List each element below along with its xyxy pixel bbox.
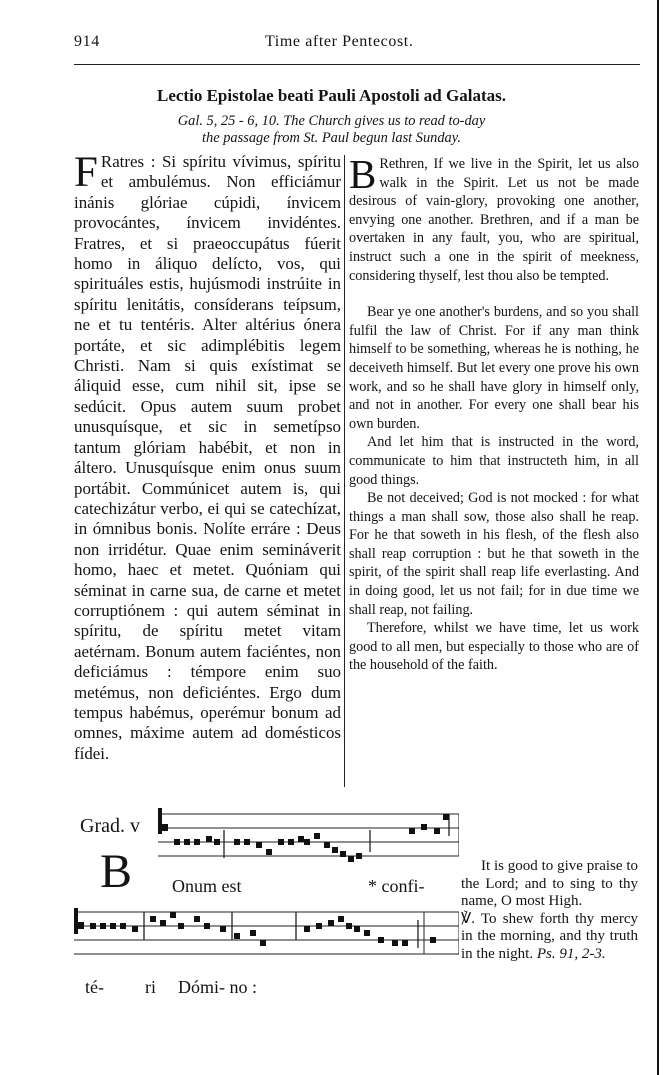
reading-title: Lectio Epistolae beati Pauli Apostoli ad Galatas. [157,86,506,105]
english-column [349,151,640,675]
gradual-label: Grad. v [80,815,140,837]
gradual-translation-verse [461,911,638,964]
chant-syllable-te: té- [85,977,104,997]
english-p1-text: let us also walk in the Spirit. Let us not be made desirous of vain-glory, provoking one another, envying one another. Brethren, and if a man be overtaken in any fault, you, who are spiritual, instruct such a one in the spirit of meekness, considering thyself, lest thou also be tempted. [349,156,640,284]
gradual-translation [461,858,638,964]
gradual-reference: Ps. 91, 2-3. [536,945,606,962]
chant-syllable-ri: ri [145,977,156,997]
latin-drop-cap: F [74,149,98,196]
reading-reference: Gal. 5, 25 - 6, 10. The Church gives us to read to-day [177,113,486,129]
english-drop-cap: B [349,151,377,197]
english-paragraph-2: Bear ye one another's burdens, and so you shall fulfil the law of Christ. For if any man think himself to be something, whereas he is nothing, he deceiveth himself. But let every one prove his own work, and so he shall have glory in himself only, and not in another. For every one shall bear his own burden. [349,304,639,432]
chant-syllable-onum-est: Onum est [172,876,242,896]
english-paragraph-5: Therefore, whilst we have time, let us work good to all men, but especially to those who are of the household of the faith. [349,620,639,674]
english-paragraph-4: Be not deceived; God is not mocked : for what things a man shall sow, those also shall he reap. For he that soweth in his flesh, of the flesh also shall reap corruption : but he that soweth in the spirit, of the spirit shall reap life everlasting. And in doing good, let us not fail; for in due time we shall reap, not failing. [349,490,639,618]
latin-text: spíritu et ambulémus. Non efficiámur inánis glóriae cúpidi, ínvicem provocántes, ínvicem invidéntes. Fratres, et si praeoccupátus fúerit homo in áliquo delícto, vos, qui spirituáles estis, hujúsmodi instrúite in spíritu lenitátis, consíderans teípsum, ne et tu tentéris. Alter altérius ónera portáte, et sic adimplébitis legem Christi. Nam si quis exístimat se áliquid esse, cum nihil sit, ipse se sedúcit. Opus autem suum probet unusquísque, et sic in semetípso tantum glóriam habébit, et non in áltero. Unusquísque enim onus suum portábit. Commúnicet autem is, qui catechizátur verbo, ei qui se catechízat, in ómnibus bonis. Nolíte erráre : Deus non irridétur. Quae enim semináverit homo, haec et metet. Quóniam qui séminat in carne sua, de carne et metet corruptiónem : qui autem séminat in spíritu, de spíritu metet vitam aetérnam. Bonum autem faciéntes, non deficiámus : témpore enim suo metémus, non deficiéntes. Ergo dum tempus habémus, operémur bonum ad omnes, máxime autem ad domésticos fídei. [74,152,341,763]
gradual-translation-line-1: It is good to give praise to the Lord; and to sing to thy name, O most High. [461,858,638,910]
chant-syllable-confi: * confi- [368,876,425,896]
gradual-verse-text: ℣. To shew forth thy mercy in the morning, and thy truth in the night. [461,910,638,962]
header-rule [74,64,640,65]
english-paragraph-3: And let him that is instructed in the word, communicate to him that instructeth him, in all good things. [349,434,639,488]
latin-first-line: Ratres : Si spíritu vívimus, [100,152,292,171]
english-first-line: Rethren, If we live in the Spirit, [379,156,573,172]
reading-reference-2: the passage from St. Paul begun last Sunday. [202,130,461,146]
gradual-drop-cap: B [100,845,133,898]
latin-column [74,149,341,764]
chant-syllable-domino: Dómi- no : [178,977,257,997]
running-title: Time after Pentecost. [265,33,414,50]
column-divider [344,155,345,787]
english-paragraph-1 [349,151,640,285]
page-number: 914 [74,33,100,50]
page-edge-line [657,0,659,1075]
latin-paragraph [74,149,341,764]
chant-staff-notation [74,800,459,1000]
